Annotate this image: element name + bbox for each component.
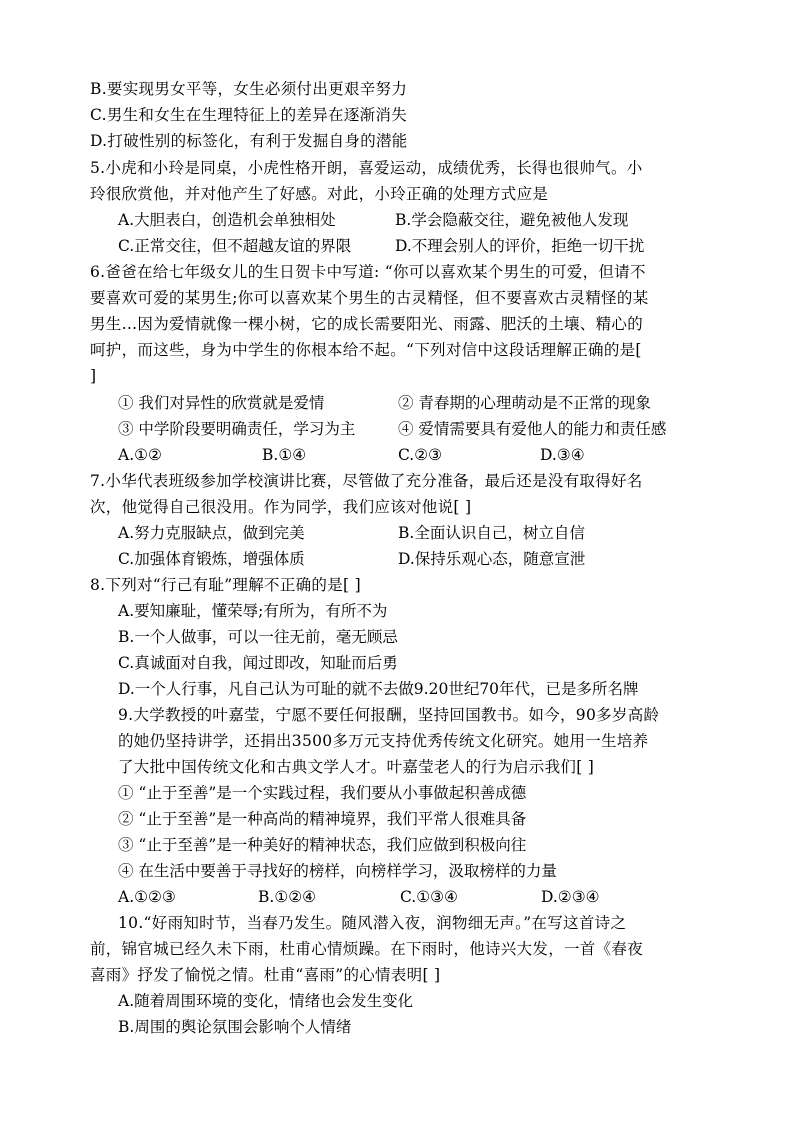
q4-option-c: C.男生和女生在生理特征上的差异在逐渐消失 (90, 106, 408, 124)
q6-stem-line-3: 男生…因为爱情就像一棵小树，它的成长需要阳光、雨露、肥沃的土壤、精心的 (90, 315, 644, 333)
q6-option-d: D.③④ (540, 446, 585, 464)
q10-stem-line-3: 喜雨》抒发了愉悦之情。杜甫“喜雨”的心情表明[ ] (90, 966, 441, 984)
q8-stem: 8.下列对“行己有耻”理解不正确的是[ ] (90, 576, 361, 594)
q9-statement-4: ④ 在生活中要善于寻找好的榜样，向榜样学习，汲取榜样的力量 (118, 862, 557, 880)
q10-stem-line-1: 10.“好雨知时节，当春乃发生。随风潜入夜，润物细无声。”在写这首诗之 (118, 914, 627, 932)
q6-stem-line-5: ] (90, 367, 97, 385)
q9-option-d: D.②③④ (541, 888, 600, 906)
q5-option-c: C.正常交往，但不超越友谊的界限 (118, 237, 352, 255)
q9-option-b: B.①②④ (258, 888, 317, 906)
q7-option-c: C.加强体育锻炼，增强体质 (118, 550, 305, 568)
q6-option-a: A.①② (118, 446, 162, 464)
q10-stem-line-2: 前，锦官城已经久未下雨，杜甫心情烦躁。在下雨时，他诗兴大发，一首《春夜 (90, 940, 644, 958)
q5-option-d: D.不理会别人的评价，拒绝一切干扰 (395, 237, 645, 255)
q10-option-b: B.周围的舆论氛围会影响个人情绪 (118, 1018, 352, 1036)
q6-stem-line-2: 要喜欢可爱的某男生;你可以喜欢某个男生的古灵精怪，但不要喜欢古灵精怪的某 (90, 289, 649, 307)
q6-statement-4: ④ 爱情需要具有爱他人的能力和责任感 (398, 420, 667, 438)
q9-statement-3: ③ “止于至善”是一种美好的精神状态，我们应做到积极向往 (118, 836, 527, 854)
q6-statement-1: ① 我们对异性的欣赏就是爱情 (118, 394, 325, 412)
q9-statement-2: ② “止于至善”是一种高尚的精神境界，我们平常人很难具备 (118, 810, 527, 828)
q9-option-a: A.①②③ (118, 888, 176, 906)
q5-option-a: A.大胆表白，创造机会单独相处 (118, 211, 336, 229)
q9-stem-line-1: 9.大学教授的叶嘉莹，宁愿不要任何报酬，坚持回国教书。如今，90多岁高龄 (118, 706, 660, 724)
q5-stem-line-1: 5.小虎和小玲是同桌，小虎性格开朗，喜爱运动，成绩优秀，长得也很帅气。小 (90, 159, 643, 177)
q10-option-a: A.随着周围环境的变化，情绪也会发生变化 (118, 992, 414, 1010)
q6-option-b: B.①④ (262, 446, 307, 464)
q6-statement-3: ③ 中学阶段要明确责任，学习为主 (118, 420, 356, 438)
q6-statement-2: ② 青春期的心理萌动是不正常的现象 (398, 394, 651, 412)
q9-stem-line-3: 了大批中国传统文化和古典文学人才。叶嘉莹老人的行为启示我们[ ] (118, 758, 595, 776)
q8-option-d: D.一个人行事，凡自己认为可耻的就不去做9.20世纪70年代，已是多所名牌 (118, 680, 639, 698)
q6-stem-line-1: 6.爸爸在给七年级女儿的生日贺卡中写道: “你可以喜欢某个男生的可爱，但请不 (90, 263, 646, 281)
q7-option-b: B.全面认识自己，树立自信 (398, 524, 585, 542)
q9-stem-line-2: 的她仍坚持讲学，还捐出3500多万元支持优秀传统文化研究。她用一生培养 (118, 732, 649, 750)
q6-option-c: C.②③ (398, 446, 443, 464)
q5-stem-line-2: 玲很欣赏他，并对他产生了好感。对此，小玲正确的处理方式应是 (90, 185, 549, 203)
q6-stem-line-4: 呵护，而这些，身为中学生的你根本给不起。“下列对信中这段话理解正确的是[ (90, 341, 642, 359)
q7-stem-line-2: 次，他觉得自己很没用。作为同学，我们应该对他说[ ] (90, 498, 472, 516)
q7-option-d: D.保持乐观心态，随意宣泄 (398, 550, 586, 568)
q7-stem-line-1: 7.小华代表班级参加学校演讲比赛，尽管做了充分准备，最后还是没有取得好名 (90, 472, 643, 490)
q8-option-a: A.要知廉耻，懂荣辱;有所为，有所不为 (118, 602, 388, 620)
q9-option-c: C.①③④ (400, 888, 458, 906)
q4-option-b: B.要实现男女平等，女生必须付出更艰辛努力 (90, 80, 408, 98)
q4-option-d: D.打破性别的标签化，有利于发掘自身的潜能 (90, 132, 408, 150)
q8-option-b: B.一个人做事，可以一往无前，毫无顾忌 (118, 628, 398, 646)
q9-statement-1: ① “止于至善”是一个实践过程，我们要从小事做起积善成德 (118, 784, 527, 802)
q8-option-c: C.真诚面对自我，闻过即改，知耻而后勇 (118, 654, 398, 672)
q5-option-b: B.学会隐蔽交往，避免被他人发现 (395, 211, 629, 229)
q7-option-a: A.努力克服缺点，做到完美 (118, 524, 305, 542)
